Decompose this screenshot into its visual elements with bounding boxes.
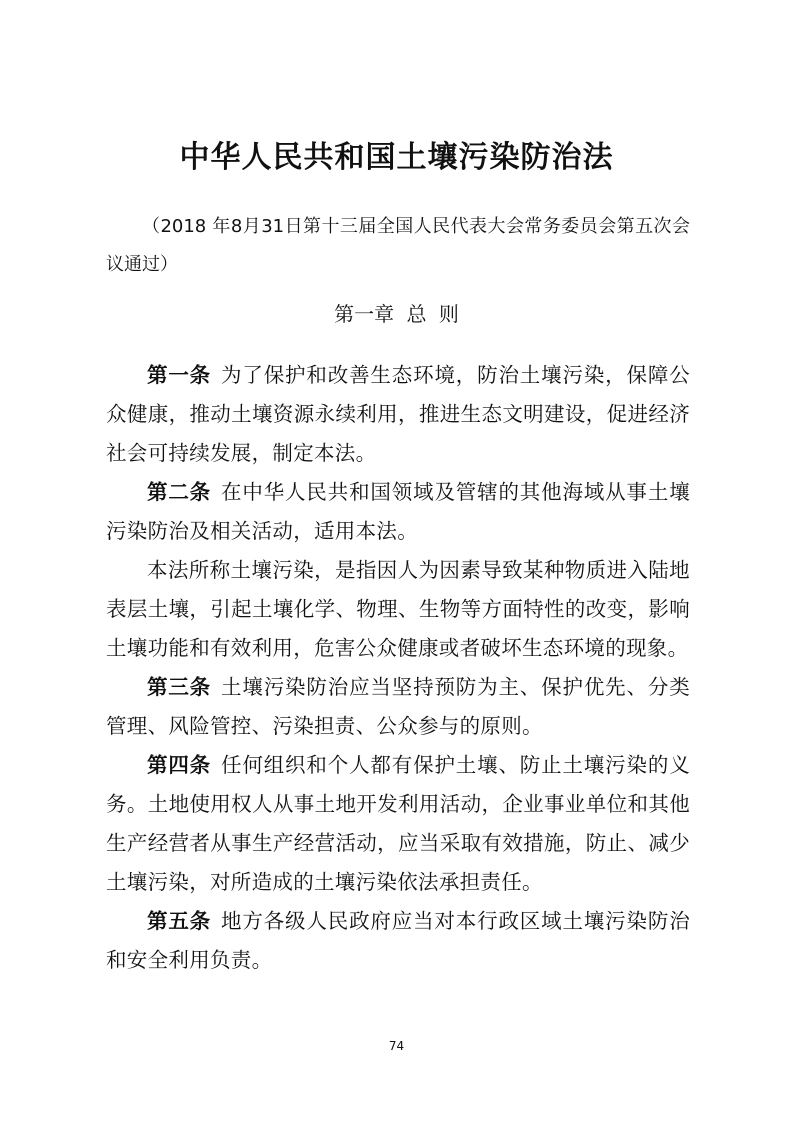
article-text: 地方各级人民政府应当对本行政区域土壤污染防治和安全利用负责。 (106, 909, 690, 972)
article-label: 第二条 (147, 480, 212, 504)
article-4 (106, 746, 690, 902)
article-label: 第四条 (147, 753, 212, 777)
article-3 (106, 668, 690, 746)
article-text: 为了保护和改善生态环境，防治土壤污染，保障公众健康，推动土壤资源永续利用，推进生态文明建设，促进经济社会可持续发展，制定本法。 (106, 363, 690, 465)
article-label: 第三条 (147, 675, 212, 699)
article-text: 土壤污染防治应当坚持预防为主、保护优先、分类管理、风险管控、污染担责、公众参与的原则。 (106, 675, 690, 738)
page-title: 中华人民共和国土壤污染防治法 (179, 140, 614, 175)
article-2 (106, 473, 690, 551)
article-1 (106, 356, 690, 473)
article-5 (106, 902, 690, 980)
body-text (106, 356, 690, 980)
article-text: 本法所称土壤污染，是指因人为因素导致某种物质进入陆地表层土壤，引起土壤化学、物理、生物等方面特性的改变，影响土壤功能和有效利用，危害公众健康或者破坏生态环境的现象。 (106, 558, 690, 660)
article-text: 在中华人民共和国领域及管辖的其他海域从事土壤污染防治及相关活动，适用本法。 (106, 480, 690, 543)
page-number: 74 (388, 1039, 405, 1053)
chapter-title: 第一章 总 则 (334, 302, 459, 326)
adoption-note: （2018 年8月31日第十三届全国人民代表大会常务委员会第五次会议通过） (106, 216, 690, 275)
article-text: 任何组织和个人都有保护土壤、防止土壤污染的义务。土地使用权人从事土地开发利用活动，企业事业单位和其他生产经营者从事生产经营活动，应当采取有效措施，防止、减少土壤污染，对所造成的土壤污染依法承担责任。 (106, 753, 690, 894)
article-label: 第一条 (147, 363, 212, 387)
article-label: 第五条 (147, 909, 212, 933)
article-2-definition (106, 551, 690, 668)
